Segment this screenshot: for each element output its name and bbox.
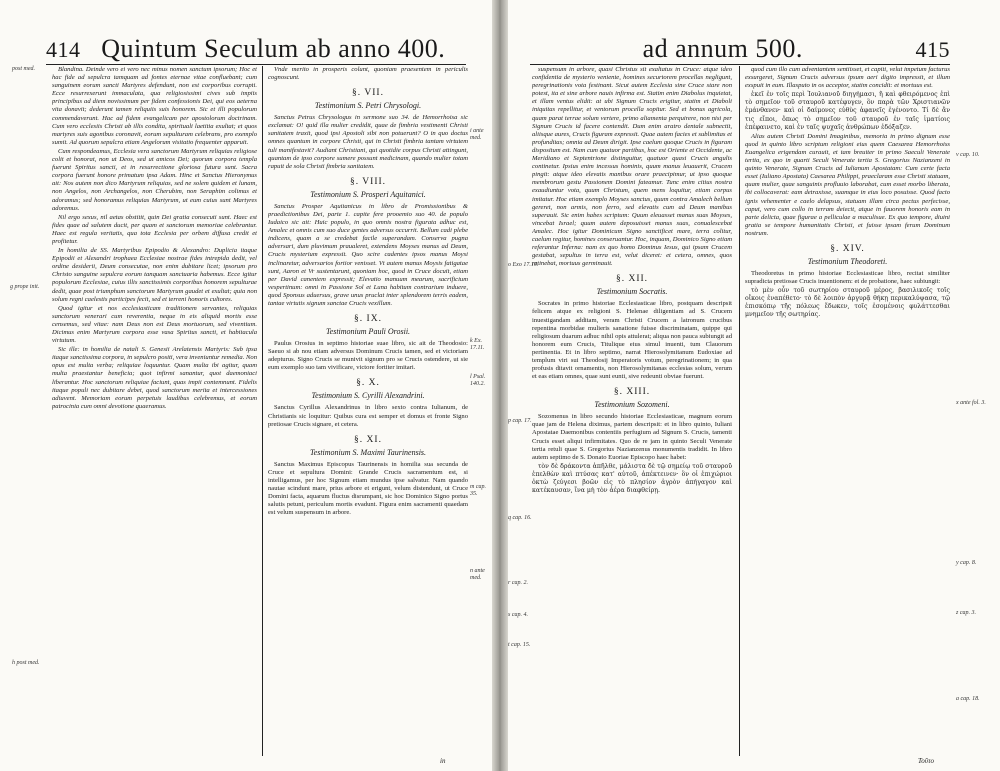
section-label: §. XIII. [613,387,651,398]
margin-note: m cap. 35. [470,484,486,497]
section-text: Sanctus Maximus Episcopus Taurinensis in homilia sua secunda de Cruce et sepultura Domini: Grande Crucis sacramentum est, si intelligamus, per hoc Signum etiam mundus ipse salvatur. Nam quando nautae scindunt mare, prius arbore et erigunt, velum distendunt, ut Cruce Domini facta, aquarum fluctus disrumpant, sic hoc Dominico Signo portus salutis petunt, periculum mortis evadunt. Figura enim sacramenti quaedam est velum suspensum in arbore. [268,460,468,517]
section-heading: Testimonium S. Maximi Taurinensis. [309,447,427,457]
page-number: 415 [915,37,950,62]
margin-note: y cap. 8. [956,560,977,566]
section-text: Sanctus Petrus Chrysologus in sermone suo 34. de Hemorrhoisa sic exclamat: O! quid illa mulier credidit, quae de fimbria vestimenti Christi sanitatem traxit, quod ipsi Apostoli sibi non potuerunt? O in quo doctus omnes quantum in corpore Christi, qui in Christi fimbria tantam virtutem tuli manifestavit? Audiant Christiani, qui quotidie corpus Christi attingunt, quantam de ipso corpore sumere possunt medicinam, quando mulier totam rapuit de sola Christi fimbria sanitatem. [268,114,468,170]
left-column [52,66,257,756]
greek-quotation: τὸ μὲν οὖν τοῦ σωτηρίου σταυροῦ μέρος, βασιλικοῖς τοῖς οἴκοις ἐναπέθετο· τὸ δὲ λοιπὸν ἀργυρᾷ θήκῃ περικαλύψασα, τῷ ἐπισκόπῳ τῆς πόλεως ἔδωκεν, τοῖς ἐσομένοις φυλάττεσθαι μνημεῖον τῆς σωτηρίας. [745,287,950,319]
greek-quotation: τὸν δὲ δράκοντα ἀπῆλθε, μάλιστα δὲ τῷ σημείῳ τοῦ σταυροῦ ἐπελθὼν καὶ πτύσας κατ' αὐτοῦ, ἀπέκτεινεν· ὃν οἱ ἐπιχώριοι ὀκτὼ ζεύγεσι βοῶν εἰς τὸ πλησίον ἀγρὸν ἀπήγαγον καὶ κατέκαυσαν, ἵνα μὴ τὸν ἀέρα διαφθείρῃ. [532,462,732,495]
running-title: ad annum 500. [642,34,803,63]
right-page [508,0,1000,771]
paragraph: Alias autem Christi Domini Imaginibus, memoria in primo dignum esse quod in quinto libro scriptum religioni eius quem Caesarea Hemorrhoiss Euangelica erigendam curauit, et tam breuiter in primo Saeculi Venerate tertia, ex quo in quarti Seculi Venerate tertia S. Gregorius Nazianzeni in quinto Venerate, Signum Crucis ad Iulianum Apostatam: Cum certe facta esset (Iuliano Apostata) Caesarea Philippi, praeclaram esse Christi statuam, quam mulier, quae sanguinis profluuio laborabat, cum esset morbo liberata, ibi collocaverat: eam detraxisse, suamque in eius loco posuisse. Quod facto ignis vehementer e caelo delapsus, statuam illam circa pectus perfecisse, caput, vero cum collo in terram deiecit, atque in fauorem honoris eam in parte delicta, quae figurae a pelliculae a maculisue. Ex quo tempore, diuini gratia se tempore humanitatis Christi, et fuisse ipsam ferum Dominum nostrum. [745,132,950,237]
paragraph: suspensum in arbore, quasi Christus sit exaltatus in Cruce: atque ideo confidentia de mysterio veniente, homines securtorem procellas negligunt, peregrinationis vota festinant. Sicut autem Ecclesia sine Cruce stare non potest, ita et sine arbore nauis infirma est. Statim enim Diabolus inquietat, et illam ventus elidit: at ubi Signum Crucis erigitur, statim et Diaboli iniquitas repellitur, et ventorum procella sopitur. Sed et bonus agricola, quam parat terrae solum vertere, primo aliamenta perquirere, non nisi per Signum Crucis id facere contendit. Dum enim aratro dentale subnectit, aliisque aures, Crucis figuram expressit. Quae autem facies et sublimitas et profunditas; omnia ad Deum dirigit. Ipse caelum quoque Crucis in figuram dispositum est. Nam cum quatuor partibus, hoc est Oriente et Occidente, ac Meridiano et Septentrione distinguitur, quatuor quasi Crucis angulis continetur. Ipsius enim incessus hominis, quum manus leuauerit, Crucem pingit: atque ideo elevatis manibus orare praecipimur, ut ipso quoque membrorum gestu Passionem Domini fateamur. Tunc enim citius nostra exaudiuntur vota, quum Christum, quem mens loquitur, etiam corpus imitatur. Hoc etiam exemplo Moyses sanctus, quum contra Amalech bellum gereret, non armis, non ferro, sed elevatis cum ad Deum manibus superauit. Sic enim habes scriptum: Quum eleuasset manus suas Moyses, vincebat Israel; quum autem deposuisset manus suas, conualescebat Amalec. Hoc igitur Dominicum Signo sanctificet mare, terra colitur, caelum regitur, homines conseruantur. Hoc, inquam, Dominico Signo etiam referantur Inferna: nam ex quo homo Dominus Iesus, qui ipsam Crucem gestabat, sepultus in terra est, velut diceret: et cetera, omnes, quos retinebat, mortuus germinauit. [532,66,732,268]
left-column [532,66,732,756]
paragraph: Sic ille: in homilia de natali S. Genesii Arelatensis Martyris: Sub ipsa itaque sanctissima corpora, in sepulcro positi, vera inveniuntur remedia. Non opus est multa verba; reliquiae loquuntur. Quam multa ibi agitur, quam multa praestantur beneficia; quot infirmi sanantur, quot daemoniaci liberantur. Hoc sanctorum reliquiae faciunt, quas impii contemnunt. Fidelis itaque populi nec dubitare debet, quod sanctorum merita et intercessiones adiuvent. Memoriam eorum perpetuis laudibus celebremus, et eorum patrocinia cum omni devotione quaeramus. [52,346,257,410]
margin-note: o Exo 17.10. [508,262,539,268]
margin-note: z cap. 3. [956,610,976,616]
left-page [0,0,492,771]
running-title: Quintum Seculum ab anno 400. [101,34,446,63]
section-heading: Testimonium S. Cyrilli Alexandrini. [311,391,425,401]
header-rule [530,64,950,65]
section-text: Sanctus Prosper Aquitanicus in libro de Promissionibus & praedictionibus Dei, parte 1. capite fere prooemio suo 40. de populo Iudaico sic ait: Huic populo, in quo omnis nostra figurata adhuc est, Amalec et omnis cum suo duce gentes adversus occurrit. Bellum cadi plebe indicens, quam a se credebat facile superandam. Conserva pugna adversari, dum pluvimum praualeret, extendens Moyses manus ad Deum, Crucis mysterium expressit. Quo scire cadentes ipsos manus Moysi inclinaretur, adversarios fortior venisset. Vt autem manus Moysis fatigatae sunt, Aaron et Vr sustentarunt, quoniam hoc, quod in Cruce docuit, etiam per David canentem expressit; Elevatio manuum mearum, sacrificium vespertinum: omni in Passione Sol et Luna habitum contrarium induere, quod Sponsus aduersus, grave unus pruclat inter splendorem terris eadem, tantae virtutis signum sanctae Crucis vexillum. [268,202,468,307]
section-text: Theodoretus in primo historiae Ecclesiasticae libro, recitat similiter supradicta pretiosae Crucis inuentionem: et de probatione, haec subiungit: [745,269,950,286]
margin-note: h post med. [12,660,40,666]
section-label: §. IX. [354,314,382,325]
paragraph: In homilia de SS. Martyribus Epipodio & Alexandro: Duplicia itaque Epipodii et Alexandri trophaea Ecclesiae nostrae fides intrepida dedit, vel ordine desiderii, Deum consecutae, non enim dubitare licet; ipsorum pro Christo sanguine sepulcra eorum tanquam sanctuaria habemus. Ecce igitur populorum Ecclesiae, cuius illis sanctissimis corporibus honorem sepulturae dedit, quae post triumphum sanctorum Martyrum gaudet et exultat; quia non solum regni caelestis participes fecit, sed et terreni honoris cultores. [52,247,257,303]
margin-note: s cap. 4. [508,612,528,618]
margin-note: l Psal. 140.2. [470,374,486,387]
greek-quotation: ἐκεῖ ἐν τοῖς περὶ Ἰουλιανοῦ διηγήμασι, ἢ καὶ φθειρόμενος ἐπὶ τὸ σημεῖον τοῦ σταυροῦ κατέφυγεν, ὃν παρὰ τῶν Χριστιανῶν ἐμάνθανεν· καὶ οἱ δαίμονες εὐθὺς ἀφανεῖς ἐγένοντο. Τί δὲ ἂν τις εἴποι, ὅπως τὸ σημεῖον τοῦ σταυροῦ ἐν ταῖς ἱματίοις ἐπέφαινετο, καὶ ἐν ταῖς ψυχαῖς ἀνθρώπων ἐδόξαζεν. [745,91,950,131]
right-page-header [530,34,950,62]
margin-note: i ante med. [470,128,484,141]
catchword: in [440,757,446,765]
section-label: §. XIV. [830,243,865,254]
margin-note: post med. [12,66,35,72]
section-heading: Testimonium Sozomeni. [594,400,670,410]
section-text: Paulus Orosius in septimo historiae suae libro, sic ait de Theodosio: Saeuo si ab nou etiam adversus Dominum Crucis tamen, sed et victoriam adepturus. Signo Crucis se munivit signum pro se Crucis ostendere, ut sie eum exemplo suo tam vivificare, victore fortiter imitari. [268,340,468,372]
page-number: 414 [46,37,81,62]
paragraph: Quod igitur et nos ecclesiasticam traditionem servantes, reliquias sanctorum venerari cum reverentia, neque in eis aliquid mortis esse censemus, sed vitae: nam Deus non est Deus mortuorum, sed viventium. Dicimus enim Martyrum corpora esse vasa Spiritus sancti, et habitacula virtutum. [52,304,257,345]
paragraph: quod cum illo cum adventantem sentiisset, et capiti, velut impetum facturus exsurgeret, Signum Crucis adversus ipsum aeri digito impressit, et illum exspuit in eum. Illasputo in os acceptor, statim concidit: et mortuus est. [745,66,950,90]
section-label: §. VIII. [349,176,387,187]
margin-note: r cap. 2. [508,580,528,586]
section-heading: Testimonium S. Prosperi Aquitanici. [310,189,426,199]
margin-note: q cap. 16. [508,515,532,521]
margin-note: a cap. 18. [956,696,980,702]
left-page-header [46,34,466,62]
section-heading: Testimonium Socratis. [596,287,668,297]
margin-note: g prope init. [10,284,40,290]
section-label: §. XI. [354,434,382,445]
section-heading: Testimonium Pauli Orosii. [325,327,411,337]
column-rule [739,66,740,756]
section-text: Sozomenus in libro secundo historiae Ecclesiasticae, magnum eorum quae jam de Helena diximus, partem descripsit: et in libro quinto, Iuliani Apostatae Daemonibus contentiis perfugium ad Signum S. Crucis, tamenti Crucis esset aliqui infirmitates. Quo de re jam in quinto Seculi Venerate tertia retuli quae S. Gregorius Nazianzenus monumentis tradidit. In libro autem septimo de S. Donato Euoriae Episcopo haec habet: [532,413,732,461]
right-column [268,66,468,756]
margin-note: p cap. 17. [508,418,532,424]
book-gutter [492,0,508,771]
section-text: Sanctus Cyrillus Alexandrinus in libro sexto contra Iulianum, de Christianis sic loquitur: Quibus cura est semper et domus et fronte Signo pretiosae Crucis signare, et cetera. [268,404,468,428]
margin-note: k Ex. 17.11. [470,338,485,351]
section-heading: Testimonium Theodoreti. [807,256,888,266]
section-label: §. X. [356,378,380,389]
margin-note: t cap. 15. [508,642,531,648]
section-label: §. VII. [352,88,384,99]
paragraph: Blandina. Deinde vero ei vero nec minus nomen sanctum ipsorum; Hoc et hac fide ad sepulcra tamquam ad fontes eternae vitae confluebant; cum sanguinem eorum sancti Martyres defendunt, non est corporibus corrupti. Ecce resurrexerunt immaculata, qua religiosissimi cives sub impiis principibus ad diem novissimum per fidem confessionis Dei, qui eos aeterna vita donavit; dederunt tamen reliquiis suis honorem. Sic et illi populorum commendaverunt. Hac ad fidem evangelicam per apostolorum doctrinam. Cum vero ecclesiis Christi ab illis condita, spirituali laetitia exultat; et quos martyres suis agonibus coronavit, eorum sepulturam celebrans, pro exemplo sumit. Ad quorum sepulcra etiam Angelorum visitatio frequenter apparuit. [52,66,257,146]
margin-note: n ante med. [470,568,485,581]
column-rule [262,66,263,756]
paragraph: Cum respondeamus, Ecclesia vera sanctorum Martyrum reliquias religiose colit et honorat, non ut Deos, sed ut amicos Dei; quorum corpora templa fuerunt Spiritus sancti, et in resurrectione gloriosa futura sunt. Sacra corpora fuerunt honore primatum ipsa Adam. Hinc et Sanctus Hieronymus ait: Nos autem non dico Martyrum reliquias, sed ne solem quidem et lunam, non Angelos, non Archangelos, non Cherubim, non Seraphim colimus et adoramus; sed honoramus reliquias Martyrum, ut eum cuius sunt Martyres adoremus. [52,147,257,212]
margin-note: x ante fol. 3. [956,400,986,406]
header-rule [46,64,466,65]
catchword: Τοῦτο [918,757,934,765]
margin-note: v cap. 10. [956,152,980,158]
paragraph: Vnde merito in prosperis colunt, quoniam praesentem in periculis cognoscunt. [268,66,468,82]
section-text: Socrates in primo historiae Ecclesiasticae libro, postquam descripsit felicem atque ex religioni S. Helenae diligentiam ad S. Crucem inuestigandam additam, veram Christi Crucem a latronum crucibus repentina morbidae mulieris sanatione fuisse discriminatam, quippe qui religiosum duarum adhuc nihil opis attulerat; aliqua non pauca subiungit ad honorem eum Crucis, Titulique eius simul inuenti, tum Clauorum pertinentia. Et in libro septimo, narrat Hierosolymitanum Eudoxiae ad templum viri sui Theodosij Imperatoris votum, peregrinationem; in qua profusis ditavit ornamentis, non Hierosolymitanas ecclesias solum, verum et eas etiam omnes, quae sunt eunti, sive redeunti obviae fuerunt. [532,300,732,381]
paragraph: Nil ergo sexus, nil aetas obstitit, quin Dei gratia consecuti sunt. Haec est fides quae ad salutem ducit, per quam et sanctorum memoriae celebrantur. Haec est regula veritatis, qua tota Ecclesia per orbem diffusa credit et profitetur. [52,213,257,245]
section-heading: Testimonium S. Petri Chrysologi. [314,101,422,111]
right-column [745,66,950,756]
section-label: §. XII. [615,274,649,285]
